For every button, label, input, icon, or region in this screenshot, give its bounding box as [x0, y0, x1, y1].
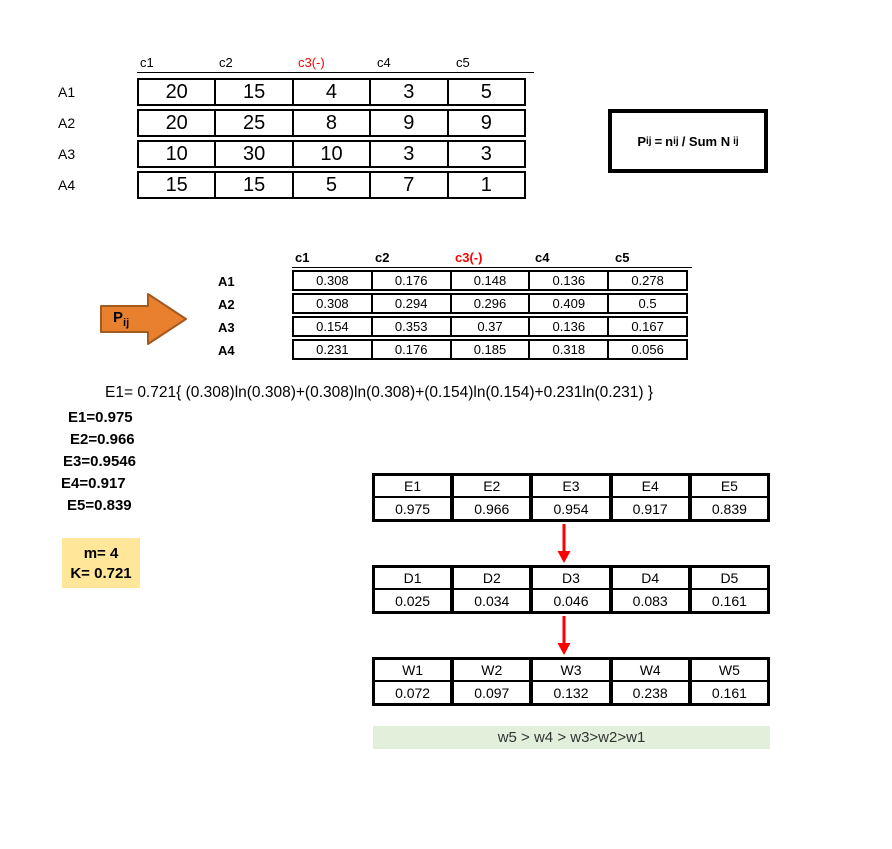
e1-expanded-formula: E1= 0.721{ (0.308)ln(0.308)+(0.308)ln(0.308)+(0.154)ln(0.154)+0.231ln(0.231) }	[105, 384, 654, 401]
d-table-value: 0.025	[375, 590, 450, 611]
raw-cell: 9	[480, 111, 492, 134]
raw-cell: 3	[480, 142, 492, 165]
raw-row-label-a2: A2	[58, 115, 76, 131]
table-row	[292, 316, 688, 337]
raw-cell: 25	[216, 111, 293, 135]
constants-box	[62, 538, 140, 588]
e-table-value: 0.839	[692, 498, 767, 519]
pij-arrow-label-main: P	[113, 309, 124, 326]
raw-cell: 5	[294, 173, 371, 197]
w-table-header: W5	[692, 660, 767, 680]
pij-cell: 0.278	[631, 273, 664, 288]
raw-header-c5: c5	[456, 55, 470, 70]
e-table-value: 0.917	[613, 498, 688, 519]
constant-m: m= 4	[83, 544, 119, 562]
formula-text: / Sum N	[681, 133, 731, 149]
pij-cell: 0.056	[631, 342, 664, 357]
d-table-value: 0.046	[533, 590, 608, 611]
entropy-value-e2: E2=0.966	[70, 431, 135, 448]
formula-text: P	[637, 133, 647, 149]
w-table-header: W4	[613, 660, 688, 680]
pij-cell: 0.136	[530, 318, 609, 335]
w-table-header: W1	[375, 660, 450, 680]
table-row	[292, 293, 688, 314]
d-table-value: 0.083	[613, 590, 688, 611]
raw-cell: 8	[294, 111, 371, 135]
pij-cell: 0.167	[631, 319, 664, 334]
raw-table-header-underline	[137, 72, 534, 73]
raw-cell: 10	[139, 142, 216, 166]
pij-row-label-a4: A4	[218, 343, 235, 358]
pij-arrow-label-sub: ij	[123, 317, 130, 329]
e-table-value: 0.975	[375, 498, 450, 519]
pij-row-label-a2: A2	[218, 297, 235, 312]
e-table-value: 0.954	[533, 498, 608, 519]
pij-cell: 0.37	[452, 318, 531, 335]
d-table-header: D5	[692, 568, 767, 588]
raw-cell: 3	[371, 142, 448, 166]
entropy-value-e5: E5=0.839	[67, 497, 132, 514]
raw-cell: 10	[294, 142, 371, 166]
pij-cell: 0.353	[373, 318, 452, 335]
table-row	[137, 78, 526, 106]
raw-cell: 7	[371, 173, 448, 197]
d-table-header: D1	[375, 568, 450, 588]
pij-table-header-underline	[292, 267, 692, 268]
pij-arrow	[100, 292, 188, 346]
raw-cell: 9	[371, 111, 448, 135]
entropy-value-e3: E3=0.9546	[63, 453, 136, 470]
pij-arrow-label	[113, 309, 129, 329]
table-row	[292, 270, 688, 291]
raw-cell: 3	[371, 80, 448, 104]
w-table-value: 0.097	[454, 682, 529, 703]
table-row	[137, 109, 526, 137]
raw-cell: 4	[294, 80, 371, 104]
w-table-value: 0.238	[613, 682, 688, 703]
formula-text: =	[654, 133, 663, 149]
pij-cell: 0.154	[294, 318, 373, 335]
w-table-header: W2	[454, 660, 529, 680]
pij-header-c3-negative: c3(-)	[455, 250, 483, 265]
table-row	[137, 140, 526, 168]
raw-cell: 15	[139, 173, 216, 197]
formula-subscript: ij	[673, 135, 679, 147]
pij-header-c1: c1	[295, 250, 310, 265]
e-table	[372, 473, 770, 522]
w-table-value: 0.132	[533, 682, 608, 703]
w-table-value: 0.161	[692, 682, 767, 703]
w-table-header: W3	[533, 660, 608, 680]
pij-cell: 0.308	[294, 272, 373, 289]
pij-cell: 0.318	[530, 341, 609, 358]
raw-cell: 15	[216, 80, 293, 104]
pij-cell: 0.185	[452, 341, 531, 358]
entropy-value-e4: E4=0.917	[61, 475, 126, 492]
weight-ranking-bar	[373, 726, 770, 749]
w-table	[372, 657, 770, 706]
pij-cell: 0.176	[373, 341, 452, 358]
pij-cell: 0.409	[530, 295, 609, 312]
d-table-header: D2	[454, 568, 529, 588]
raw-header-c4: c4	[377, 55, 391, 70]
e-table-value: 0.966	[454, 498, 529, 519]
raw-cell: 5	[480, 80, 492, 103]
pij-row-label-a1: A1	[218, 274, 235, 289]
raw-cell: 1	[480, 173, 492, 196]
raw-row-label-a3: A3	[58, 146, 76, 162]
formula-text: n	[665, 133, 674, 149]
d-table-value: 0.161	[692, 590, 767, 611]
entropy-value-e1: E1=0.975	[68, 409, 133, 426]
constant-k: K= 0.721	[70, 564, 132, 582]
pij-cell: 0.294	[373, 295, 452, 312]
pij-cell: 0.136	[530, 272, 609, 289]
raw-cell: 30	[216, 142, 293, 166]
pij-formula-box	[608, 109, 768, 173]
pij-cell: 0.5	[638, 296, 657, 311]
pij-cell: 0.176	[373, 272, 452, 289]
raw-cell: 15	[216, 173, 293, 197]
d-table-header: D3	[533, 568, 608, 588]
down-arrow-icon	[556, 616, 572, 656]
d-table	[372, 565, 770, 614]
pij-header-c2: c2	[375, 250, 390, 265]
raw-cell: 20	[139, 80, 216, 104]
e-table-header: E2	[454, 476, 529, 496]
pij-cell: 0.231	[294, 341, 373, 358]
raw-table-header-row	[137, 55, 532, 70]
pij-cell: 0.148	[452, 272, 531, 289]
raw-table	[137, 78, 526, 199]
entropy-values-list	[60, 407, 136, 517]
down-arrow-icon	[556, 524, 572, 564]
pij-header-c4: c4	[535, 250, 550, 265]
raw-header-c2: c2	[219, 55, 233, 70]
e-table-header: E5	[692, 476, 767, 496]
e-table-header: E4	[613, 476, 688, 496]
raw-row-label-a1: A1	[58, 84, 76, 100]
d-table-value: 0.034	[454, 590, 529, 611]
table-row	[292, 339, 688, 360]
pij-cell: 0.296	[452, 295, 531, 312]
raw-cell: 20	[139, 111, 216, 135]
e-table-header: E3	[533, 476, 608, 496]
pij-table	[292, 270, 688, 360]
pij-cell: 0.308	[294, 295, 373, 312]
raw-header-c1: c1	[140, 55, 154, 70]
formula-subscript: ij	[733, 135, 739, 147]
pij-row-label-a3: A3	[218, 320, 235, 335]
e-table-header: E1	[375, 476, 450, 496]
w-table-value: 0.072	[375, 682, 450, 703]
raw-row-label-a4: A4	[58, 177, 76, 193]
pij-table-header-row	[292, 250, 692, 265]
raw-header-c3-negative: c3(-)	[298, 55, 325, 70]
table-row	[137, 171, 526, 199]
weight-ranking-text: w5 > w4 > w3>w2>w1	[497, 729, 646, 746]
d-table-header: D4	[613, 568, 688, 588]
formula-subscript: ij	[646, 135, 652, 147]
pij-header-c5: c5	[615, 250, 630, 265]
